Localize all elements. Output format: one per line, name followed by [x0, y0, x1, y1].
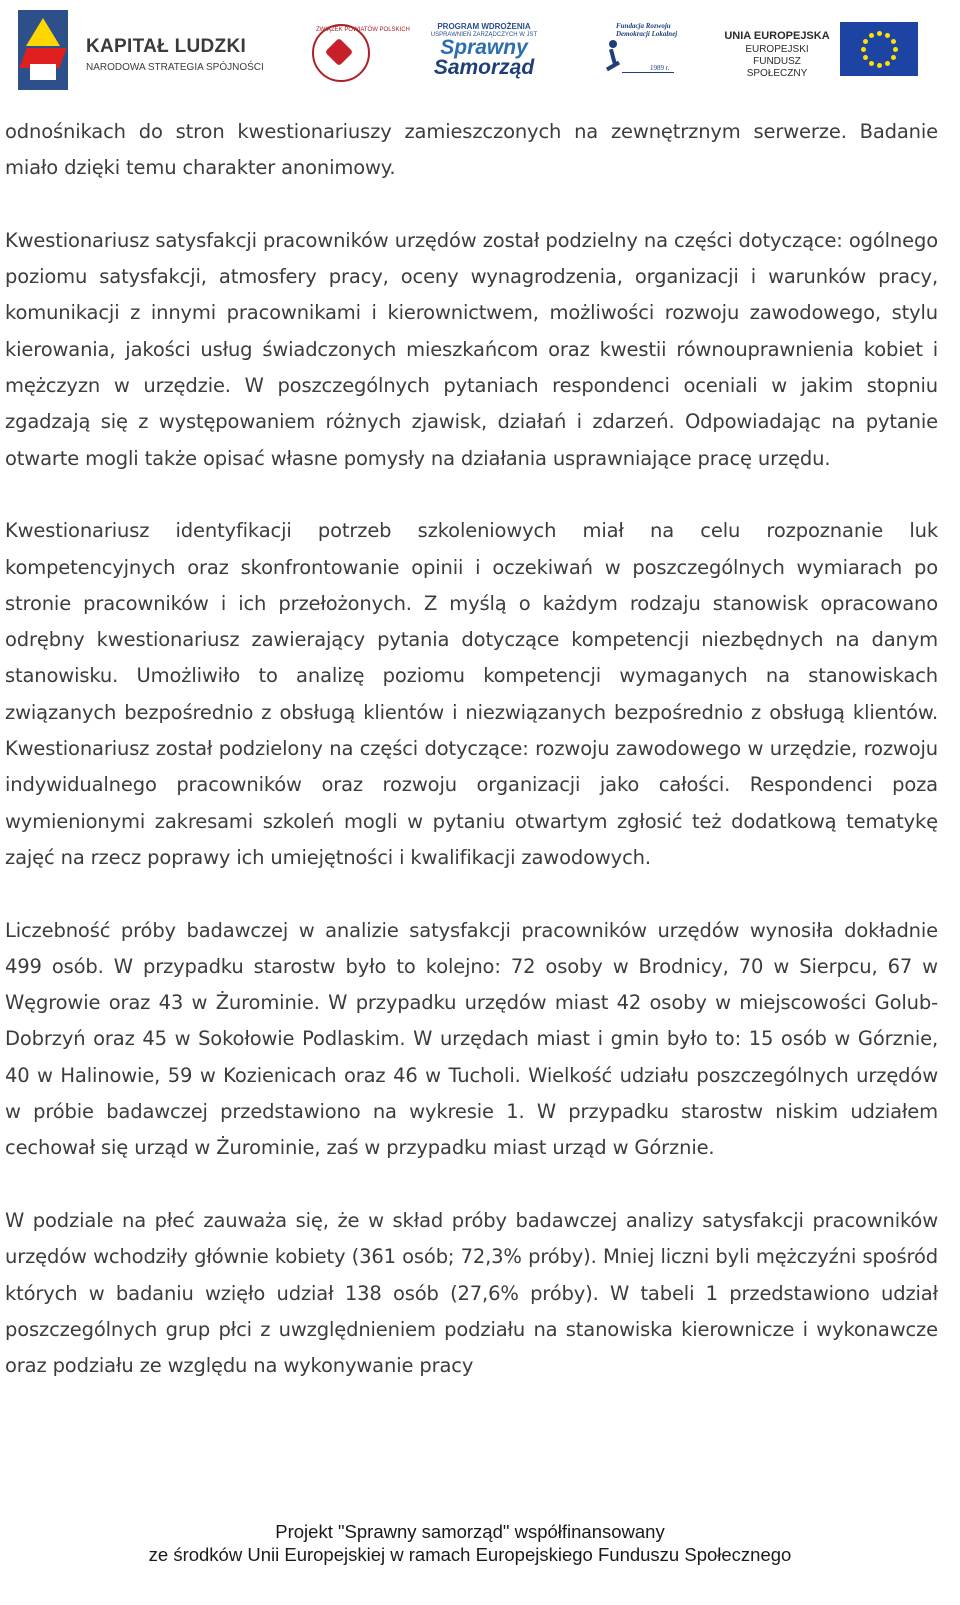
eu-star-icon: [877, 31, 882, 36]
paragraph: Liczebność próby badawczej w analizie satysfakcji pracowników urzędów wynosiła dokładnie 499 osób. W przypadku starostw było to kolejno: 72 osoby w Brodnicy, 70 w Sierpcu, 67 w Węgrowie oraz 43 w Żurominie. W przypadku urzędów miast 42 osoby w miejscowości Golub-Dobrzyń oraz 45 w Sokołowie Podlaskim. W urzędach miast i gmin było to: 15 osób w Górznie, 40 w Halinowie, 59 w Kozienicach oraz 46 w Tucholi. Wielkość udziału poszczególnych urzędów w próbie badawczej przedstawiono na wykresie 1. W przypadku starostw niskim udziałem cechował się urząd w Żurominie, zaś w przypadku miast urząd w Górznie.: [5, 918, 938, 1160]
eu-star-icon: [869, 61, 874, 66]
sprawny-word: Sprawny: [440, 36, 528, 59]
eu-star-icon: [869, 33, 874, 38]
fundacja-line2: Demokracji Lokalnej: [616, 30, 678, 38]
page-footer: [0, 1520, 940, 1566]
eu-star-icon: [891, 55, 896, 60]
fundacja-year: 1989 r.: [650, 64, 670, 72]
sprawny-usprawnien-line: USPRAWNIEŃ ZARZĄDCZYCH W JST: [430, 32, 538, 38]
paragraph: odnośnikach do stron kwestionariuszy zamieszczonych na zewnętrznym serwerze. Badanie miało dzięki temu charakter anonimowy.: [5, 120, 938, 180]
eu-star-icon: [861, 47, 866, 52]
footer-line1: Projekt "Sprawny samorząd" współfinansowany: [275, 1521, 665, 1542]
eu-star-icon: [891, 39, 896, 44]
fundacja-line1: Fundacja Rozwoju: [616, 22, 671, 30]
zwiazek-powiatow-text: ZWIĄZEK POWIATÓW POLSKICH: [316, 27, 410, 33]
fundacja-rule: [622, 72, 674, 73]
paragraph: Kwestionariusz identyfikacji potrzeb szkoleniowych miał na celu rozpoznanie luk kompetencyjnych oraz skonfrontowanie opinii i oczekiwań w poszczególnych wymiarach po stronie pracowników i ich przełożonych. Z myślą o każdym rodzaju stanowisk opracowano odrębny kwestionariusz zawierający pytania dotyczące kompetencji niezbędnych na danym stanowisku. Umożliwiło to analizę poziomu kompetencji wymaganych na stanowiskach związanych bezpośrednio z obsługą klientów i niezwiązanych bezpośrednio z obsługą klientów. Kwestionariusz został podzielony na części dotyczące: rozwoju zawodowego w urzędzie, rozwoju indywidualnego pracowników oraz rozwoju organizacji jako całości. Respondenci poza wymienionymi zakresami szkoleń mogli w pytaniu otwartym zgłosić też dodatkową tematykę zajęć na rzecz poprawy ich umiejętności i kwalifikacji zawodowych.: [5, 519, 938, 869]
unia-fundusz-line: FUNDUSZ SPOŁECZNY: [746, 56, 808, 79]
kapital-ludzki-mark-icon: [18, 10, 68, 90]
sprawny-program-line: PROGRAM WDROŻENIA: [437, 22, 531, 31]
unia-europejski-line: EUROPEJSKI: [745, 44, 809, 55]
body-text: [5, 114, 938, 1384]
sprawny-samorzad-logo: [428, 22, 540, 80]
kapital-ludzki-logo: [18, 10, 268, 90]
unia-europejska-logo: [722, 22, 922, 78]
fundacja-logo: [602, 22, 678, 78]
zwiazek-powiatow-logo: [312, 24, 410, 82]
footer-line2: ze środków Unii Europejskiej w ramach Europejskiego Funduszu Społecznego: [148, 1544, 792, 1565]
eu-star-icon: [863, 39, 868, 44]
kapital-ludzki-subtitle: NARODOWA STRATEGIA SPÓJNOŚCI: [86, 62, 264, 73]
eu-flag-icon: [840, 22, 918, 76]
eu-star-icon: [885, 33, 890, 38]
samorzad-word: Samorząd: [433, 56, 535, 79]
eu-star-icon: [877, 63, 882, 68]
walking-figure-icon: [606, 40, 620, 74]
eu-star-icon: [893, 47, 898, 52]
unia-europejska-title: UNIA EUROPEJSKA: [724, 30, 830, 42]
kapital-ludzki-title: KAPITAŁ LUDZKI: [86, 36, 247, 57]
logo-header: [0, 0, 960, 100]
eu-star-icon: [863, 55, 868, 60]
paragraph: W podziale na płeć zauważa się, że w skład próby badawczej analizy satysfakcji pracowników urzędów wchodziły głównie kobiety (361 osób; 72,3% próby). Mniej liczni byli mężczyźni spośród których w badaniu wzięło udział 138 osób (27,6% próby). W tabeli 1 przedstawiono udział poszczególnych grup płci z uwzględnieniem podziału na stanowiska kierownicze i wykonawcze oraz podziału ze względu na wykonywanie pracy: [5, 1208, 938, 1378]
paragraph: Kwestionariusz satysfakcji pracowników urzędów został podzielny na części dotyczące: ogólnego poziomu satysfakcji, atmosfery pracy, oceny wynagrodzenia, organizacji i warunków pracy, komunikacji z innymi pracownikami i kierownictwem, możliwości rozwoju zawodowego, stylu kierowania, jakości usług świadczonych mieszkańcom oraz kwestii równouprawnienia kobiet i mężczyzn w urzędzie. W poszczególnych pytaniach respondenci oceniali w jakim stopniu zgadzają się z występowaniem różnych zjawisk, działań i zdarzeń. Odpowiadając na pytanie otwarte mogli także opisać własne pomysły na działania usprawniające pracę urzędu.: [5, 228, 938, 470]
eu-star-icon: [885, 61, 890, 66]
